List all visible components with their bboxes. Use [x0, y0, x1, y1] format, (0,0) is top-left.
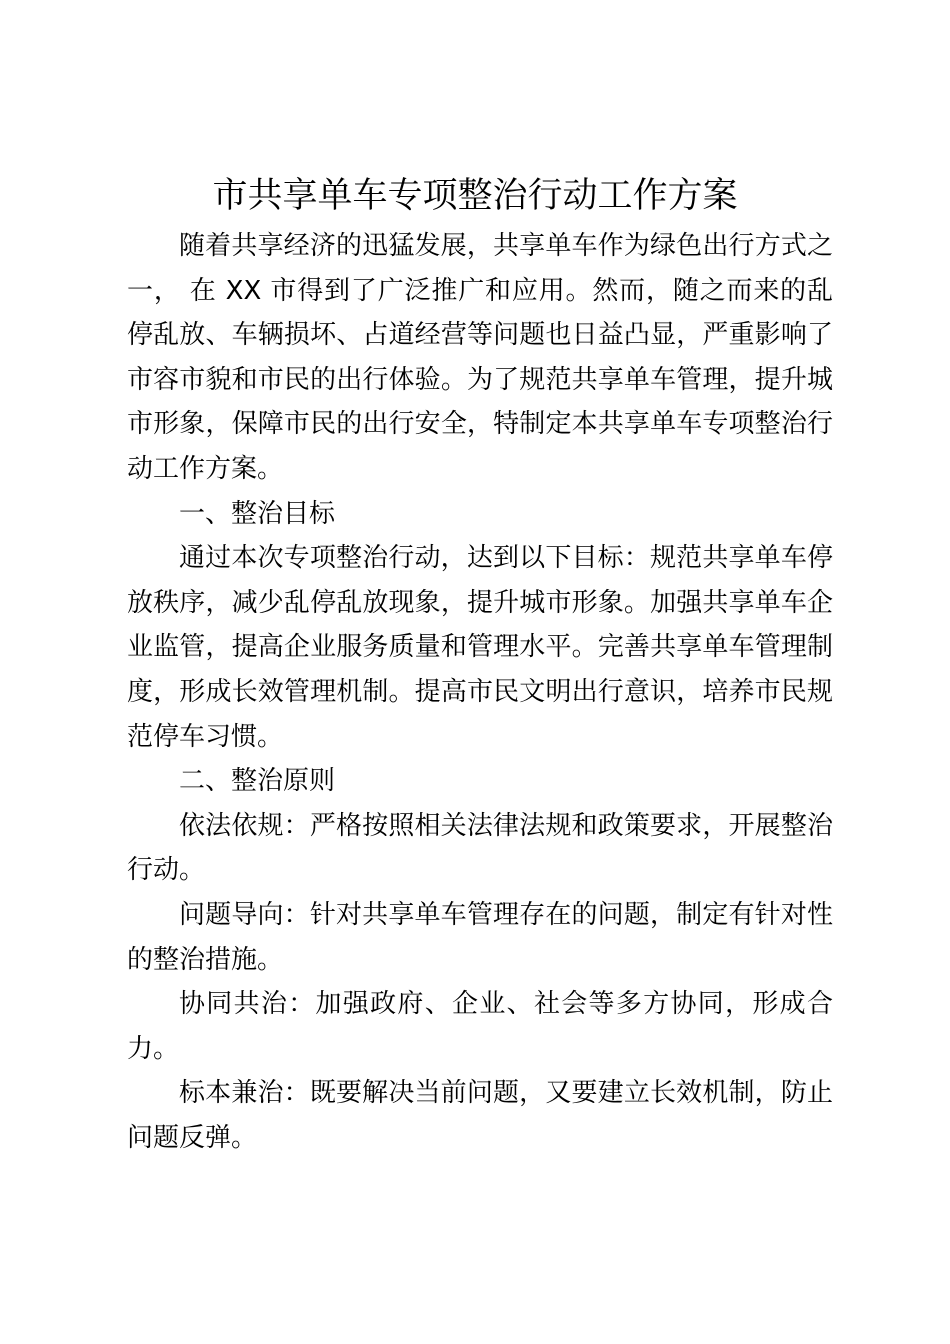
principle-paragraph: 协同共治：加强政府、企业、社会等多方协同，形成合力。 [127, 989, 833, 1064]
intro-paragraph: 随着共享经济的迅猛发展，共享单车作为绿色出行方式之一， 在 XX 市得到了广泛推广和应用。然而，随之而来的乱停乱放、车辆损坏、占道经营等问题也日益凸显，严重影响了市容市貌和市民的出行体验。为了规范共享单车管理，提升城市形象，保障市民的出行安全，特制定本共享单车专项整治行动工作方案。 [127, 231, 833, 484]
section-heading-principles: 二、整治原则 [179, 766, 336, 797]
principle-paragraph: 依法依规：严格按照相关法律法规和政策要求，开展整治行动。 [127, 810, 833, 886]
principle-paragraph: 问题导向：针对共享单车管理存在的问题，制定有针对性的整治措施。 [127, 899, 833, 975]
document-body [127, 224, 833, 1160]
principle-paragraph: 标本兼治：既要解决当前问题，又要建立长效机制，防止问题反弹。 [127, 1078, 833, 1153]
goals-paragraph: 通过本次专项整治行动，达到以下目标：规范共享单车停放秩序，减少乱停乱放现象，提升城市形象。加强共享单车企业监管，提高企业服务质量和管理水平。完善共享单车管理制度，形成长效管理机制。提高市民文明出行意识，培养市民规范停车习惯。 [127, 543, 833, 752]
section-heading-goals: 一、整治目标 [179, 498, 336, 529]
document-title: 市共享单车专项整治行动工作方案 [212, 176, 738, 216]
